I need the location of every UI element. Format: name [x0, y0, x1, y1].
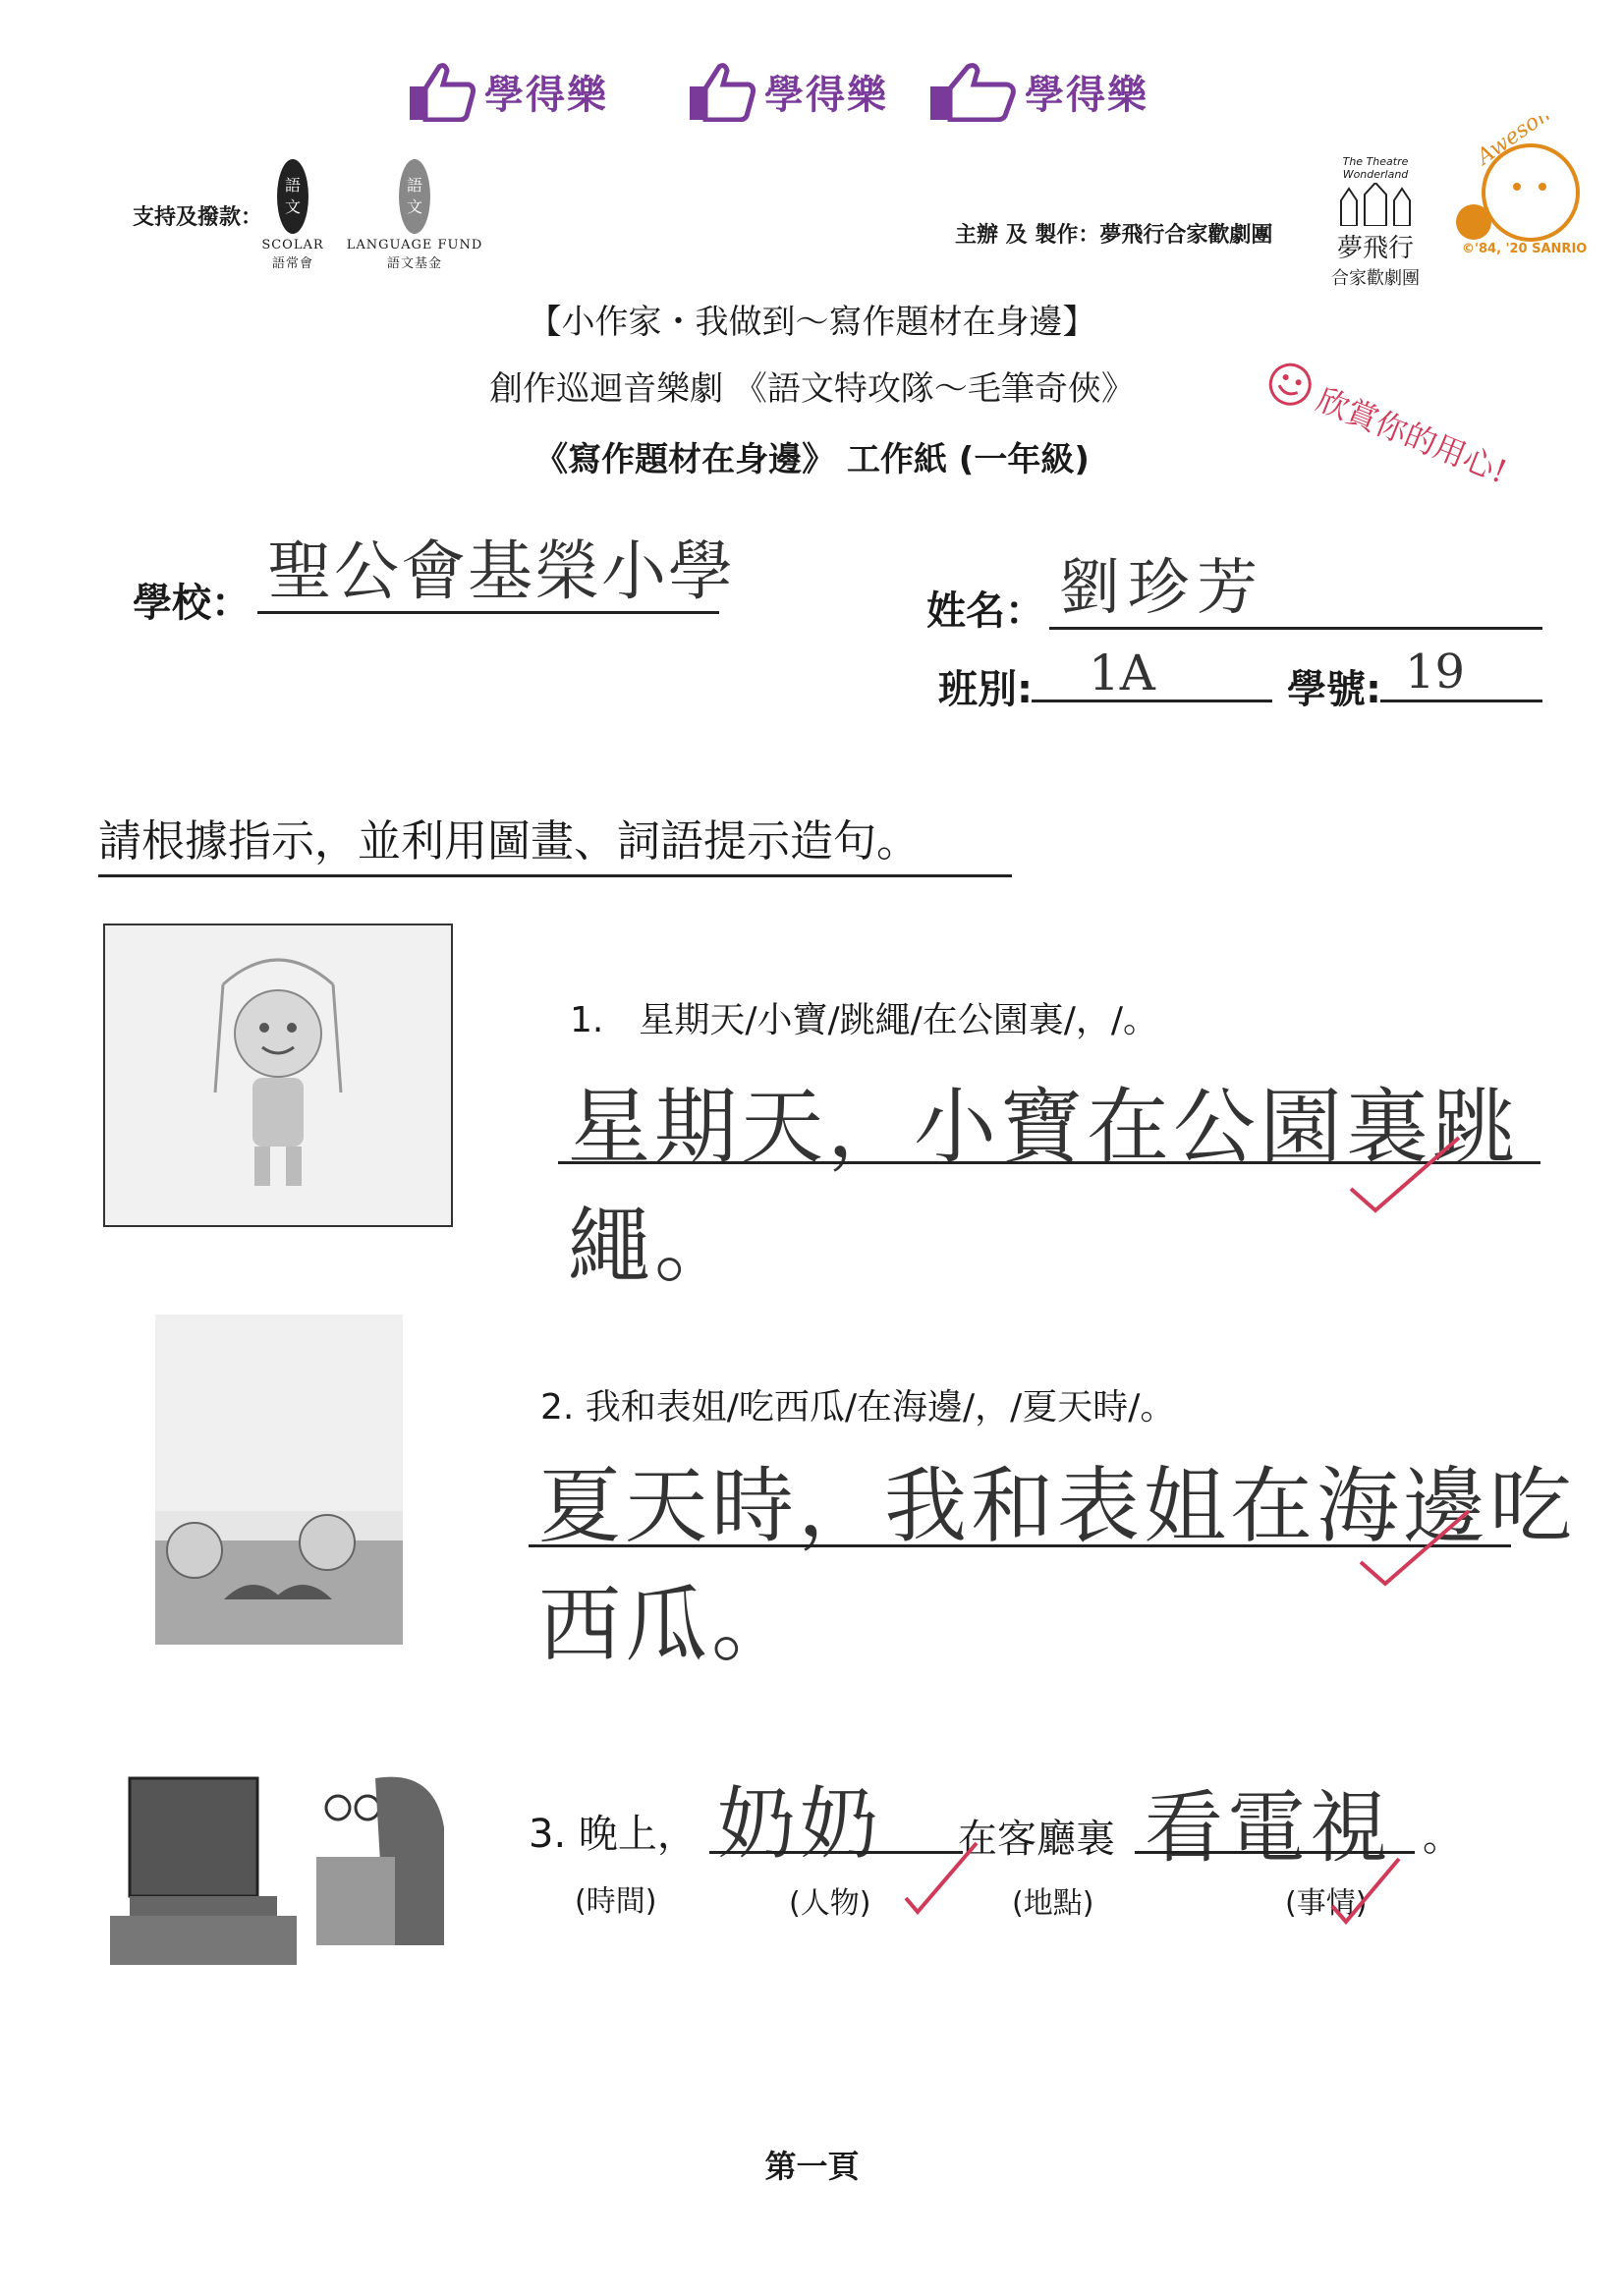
- svg-text:文: 文: [284, 197, 302, 216]
- scolar-zh: 語常會: [271, 256, 313, 271]
- theatre-en: The Theatre Wonderland: [1342, 155, 1409, 181]
- q3-blank2-underline: [1135, 1851, 1415, 1854]
- sanrio-copyright: ©'84, '20 SANRIO: [1462, 242, 1588, 256]
- language-fund-zh: 語文基金: [386, 256, 442, 271]
- title-line-1: 【小作家・我做到～寫作題材在身邊】: [528, 303, 1096, 342]
- grandma-watching-tv-icon: [90, 1749, 481, 1973]
- q2-picture: [155, 1315, 403, 1645]
- name-value: 劉珍芳: [1059, 551, 1266, 623]
- instruction: 請根據指示，並利用圖畫、詞語提示造句。: [98, 806, 1012, 877]
- q3-hint-time: (時間): [575, 1884, 657, 1919]
- class-underline: [1032, 700, 1272, 702]
- page-number: 第一頁: [764, 2148, 860, 2185]
- q2-answer: 夏天時，我和表姐在海邊吃西瓜。: [538, 1458, 1577, 1673]
- kids-eating-watermelon-icon: [155, 1315, 403, 1645]
- class-value: 1A: [1089, 644, 1155, 701]
- number-label: 學號:: [1287, 667, 1381, 712]
- q3-hint-person: (人物): [789, 1886, 871, 1921]
- organizer-label: 主辦 及 製作：夢飛行合家歡劇團: [955, 223, 1273, 248]
- q1-answer: 星期天，小寶在公園裏跳繩。: [568, 1079, 1520, 1294]
- title-line-2: 創作巡迴音樂劇 《語文特攻隊～毛筆奇俠》: [489, 369, 1135, 409]
- q3-hint-place: (地點): [1012, 1886, 1094, 1921]
- q3-suffix: 。: [1423, 1815, 1462, 1860]
- q1-prompt: 1. 星期天/小寶/跳繩/在公園裏/，/。: [570, 1000, 1158, 1040]
- castle-icon: [1331, 183, 1420, 226]
- stamp-text: 學得樂: [484, 72, 608, 118]
- thumbs-up-icon: [928, 61, 1017, 122]
- theatre-logo: [1312, 155, 1439, 290]
- scolar-logo: [252, 155, 334, 271]
- name-label: 姓名：: [926, 588, 1044, 634]
- q1-picture: [103, 924, 453, 1227]
- svg-text:Awesome: Awesome: [1473, 116, 1572, 170]
- language-fund-en: LANGUAGE FUND: [346, 238, 483, 252]
- q1-check-mark-icon: [1346, 1130, 1464, 1218]
- q3-picture: [90, 1749, 481, 1973]
- stamp-text: 學得樂: [764, 72, 888, 118]
- q2-prompt: 2. 我和表姐/吃西瓜/在海邊/，/夏天時/。: [540, 1387, 1176, 1428]
- q3-middle: 在客廳裏: [958, 1817, 1115, 1862]
- svg-text:語: 語: [284, 176, 302, 195]
- q3-check-mark-1-icon: [902, 1837, 980, 1916]
- class-label: 班別:: [938, 667, 1033, 712]
- q2-check-mark-icon: [1356, 1503, 1474, 1592]
- theatre-zh1: 夢飛行: [1336, 234, 1414, 263]
- number-value: 19: [1405, 644, 1466, 700]
- school-underline: [257, 611, 719, 614]
- school-label: 學校：: [133, 581, 251, 626]
- language-fund-logo: [346, 155, 483, 271]
- name-underline: [1049, 627, 1542, 630]
- number-underline: [1380, 700, 1542, 702]
- thumbs-up-icon: [688, 61, 756, 122]
- svg-text:語: 語: [406, 176, 423, 195]
- q3-blank1-value: 奶奶: [717, 1778, 882, 1870]
- theatre-zh2: 合家歡劇團: [1331, 268, 1420, 289]
- stamp-2: [688, 61, 888, 122]
- stamp-1: [408, 61, 608, 122]
- q3-hint-event: (事情): [1285, 1886, 1368, 1921]
- praise-text: 欣賞你的用心!: [1312, 380, 1513, 491]
- svg-text:文: 文: [406, 197, 423, 216]
- q3-blank2-value: 看電視: [1145, 1782, 1392, 1874]
- sanrio-sticker: [1444, 116, 1592, 263]
- language-fund-seal-icon: [395, 155, 434, 238]
- school-value: 聖公會基榮小學: [267, 533, 735, 609]
- thumbs-up-icon: [408, 61, 476, 122]
- sponsor-label: 支持及撥款：: [133, 205, 263, 230]
- girl-jumping-rope-icon: [105, 925, 451, 1225]
- scolar-en: SCOLAR: [261, 238, 324, 252]
- stamp-text: 學得樂: [1025, 72, 1148, 118]
- q3-check-mark-2-icon: [1328, 1855, 1407, 1933]
- scolar-seal-icon: [273, 155, 312, 238]
- q3-prefix: 3. 晚上，: [529, 1812, 697, 1857]
- stamp-3: [928, 61, 1148, 122]
- title-line-3: 《寫作題材在身邊》 工作紙 (一年級): [534, 440, 1090, 479]
